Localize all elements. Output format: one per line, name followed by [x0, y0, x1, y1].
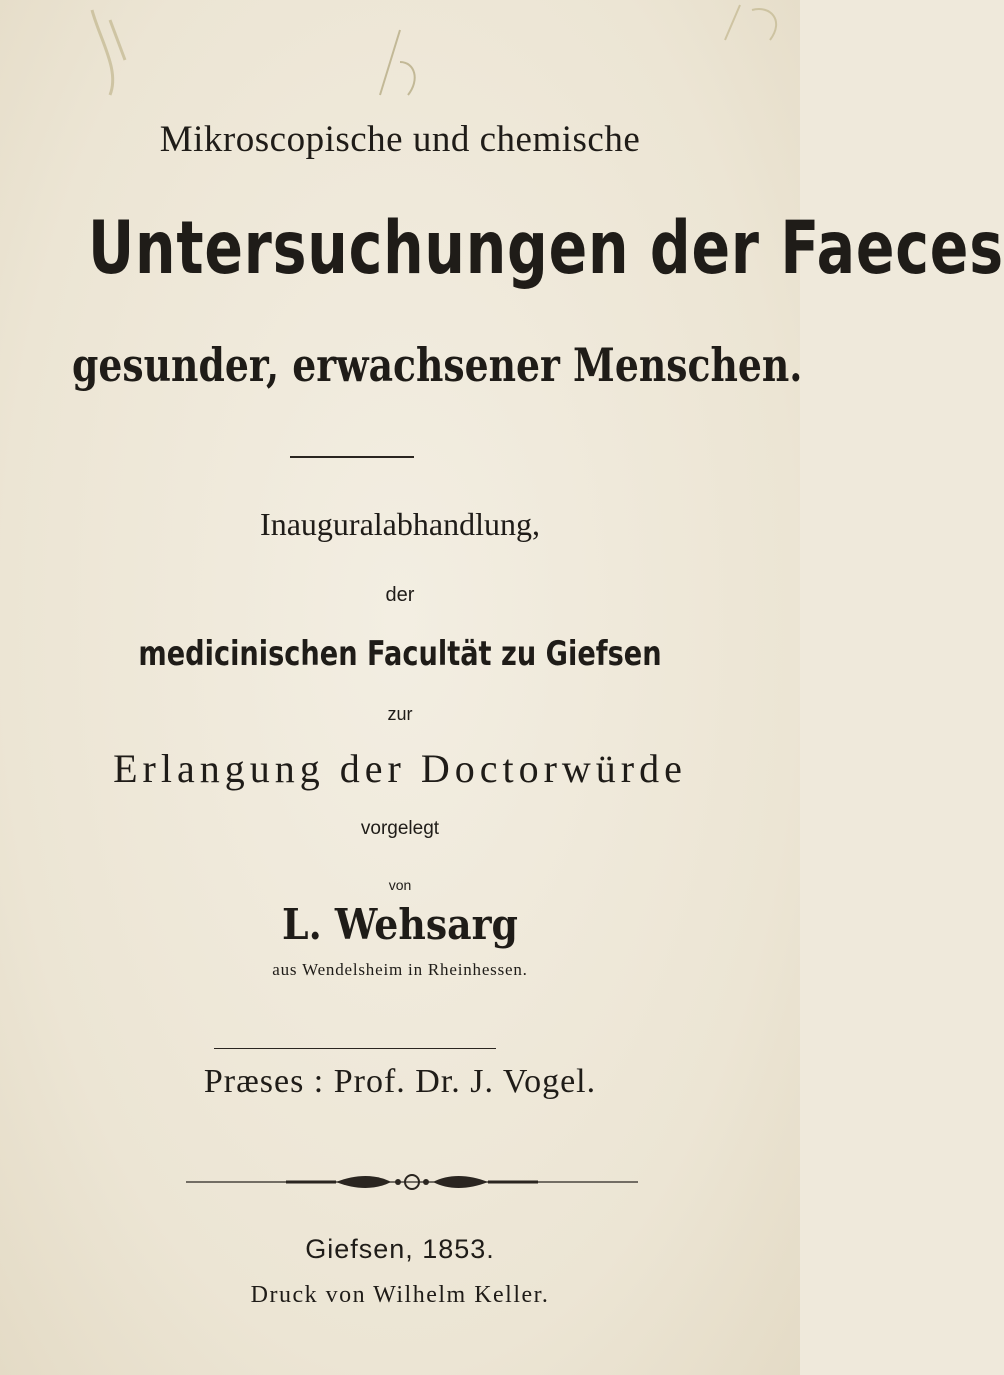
connector-von: von [388, 877, 412, 893]
author-origin: aus Wendelsheim in Rheinhessen. [272, 960, 528, 979]
praeses-line: Præses : Prof. Dr. J. Vogel. [203, 1063, 597, 1100]
author-name: L. Wehsarg [282, 900, 518, 949]
title-line-1: Mikroscopische und chemische [159, 119, 641, 160]
praeses-rule [214, 1048, 496, 1049]
main-title: Untersuchungen der Faeces [88, 206, 1004, 291]
pencil-mark-top-left [92, 10, 125, 95]
connector-zur: zur [387, 704, 413, 724]
connector-der: der [385, 584, 415, 606]
ornament-rule-icon [186, 1172, 638, 1192]
divider-rule [290, 456, 414, 458]
pencil-mark-top-center [380, 30, 415, 95]
degree-line: Erlangung der Doctorwürde [113, 746, 687, 791]
faculty-line: medicinischen Facultät zu Giefsen [138, 634, 662, 674]
pencil-mark-top-right [725, 5, 776, 40]
submitted-line: vorgelegt [360, 818, 440, 839]
dissertation-type: Inauguralabhandlung, [260, 506, 540, 542]
imprint-place-year: Giefsen, 1853. [305, 1234, 495, 1264]
title-line-3: gesunder, erwachsener Menschen. [72, 338, 803, 392]
imprint-printer: Druck von Wilhelm Keller. [250, 1282, 550, 1308]
